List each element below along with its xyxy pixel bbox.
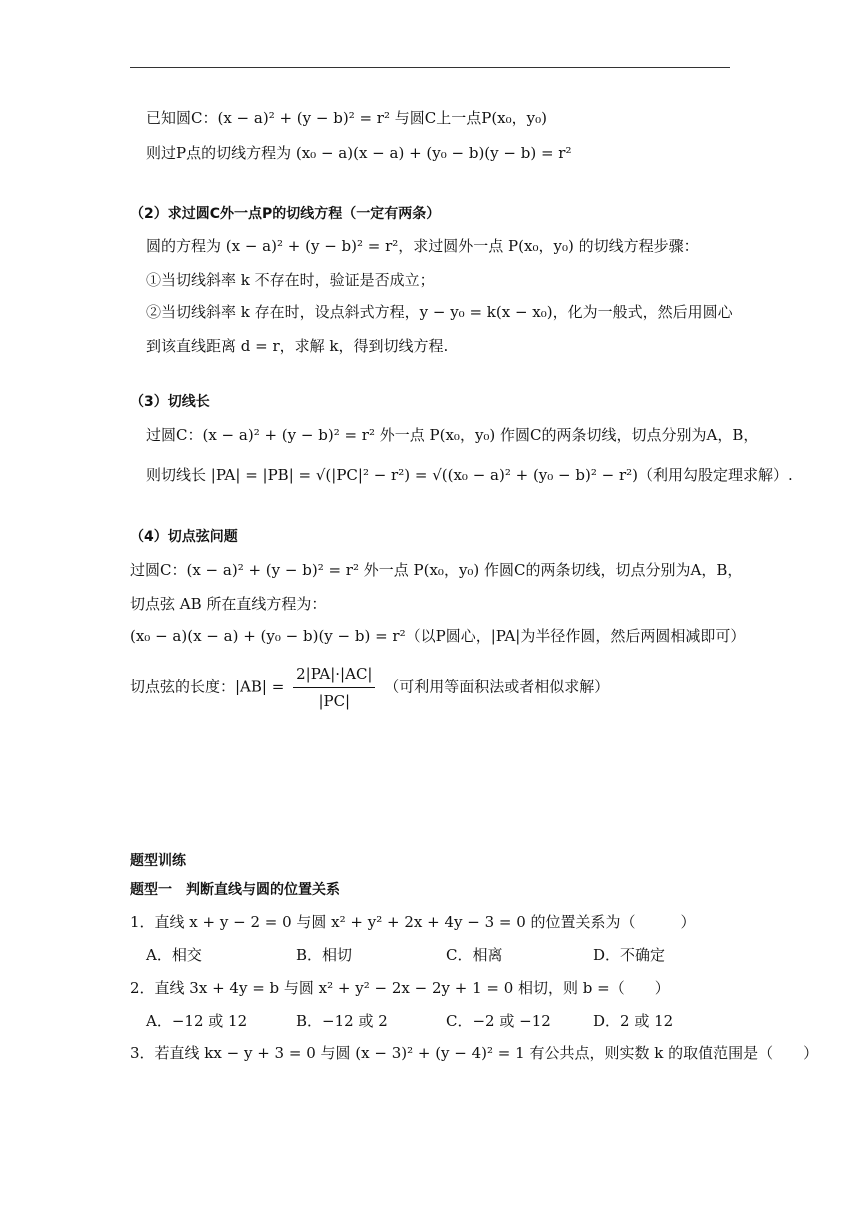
q1-option-c[interactable]: C．相离 [446,946,503,964]
q2-option-b[interactable]: B．−12 或 2 [296,1012,388,1030]
q1-option-b[interactable]: B．相切 [296,946,353,964]
q2-option-a[interactable]: A．−12 或 12 [146,1012,248,1030]
s3-heading: （3）切线长 [130,394,210,410]
chord-length-fraction [293,663,375,712]
training-subheading: 题型一 判断直线与圆的位置关系 [130,882,340,898]
question-2-stem: 2．直线 3x + 4y = b 与圆 x² + y² − 2x − 2y + 1 = 0 相切，则 b =（ ） [130,979,670,997]
q1-option-d[interactable]: D．不确定 [593,946,666,964]
s2-line2: ①当切线斜率 k 不存在时，验证是否成立； [146,271,435,289]
s2-line1: 圆的方程为 (x − a)² + (y − b)² = r²，求过圆外一点 P(x₀，y₀) 的切线方程步骤： [146,237,699,255]
s2-line4: 到该直线距离 d = r，求解 k，得到切线方程. [146,337,449,355]
q2-option-c[interactable]: C．−2 或 −12 [446,1012,551,1030]
training-heading: 题型训练 [130,853,186,869]
fraction-numerator: 2|PA|·|AC| [293,663,375,688]
s3-line1: 过圆C：(x − a)² + (y − b)² = r² 外一点 P(x₀，y₀) 作圆C的两条切线，切点分别为A，B， [146,426,759,444]
s4-line4 [130,663,609,712]
s4-chord-prefix: 切点弦的长度：|AB| = [130,677,285,696]
header-rule [130,67,730,68]
s4-chord-suffix: （可利用等面积法或者相似求解） [384,677,610,696]
s2-line3: ②当切线斜率 k 存在时，设点斜式方程，y − y₀ = k(x − x₀)，化为一般式，然后用圆心 [146,303,733,321]
s4-line2: 切点弦 AB 所在直线方程为： [130,595,327,613]
question-3-stem: 3．若直线 kx − y + 3 = 0 与圆 (x − 3)² + (y − 4)² = 1 有公共点，则实数 k 的取值范围是（ ） [130,1044,819,1062]
s2-heading: （2）求过圆C外一点P的切线方程（一定有两条） [130,206,441,222]
s1-line1: 已知圆C：(x − a)² + (y − b)² = r² 与圆C上一点P(x₀，y₀) [146,109,547,127]
s3-line2: 则切线长 |PA| = |PB| = √(|PC|² − r²) = √((x₀ − a)² + (y₀ − b)² − r²)（利用勾股定理求解）. [146,466,793,484]
s4-line3: (x₀ − a)(x − a) + (y₀ − b)(y − b) = r²（以P圆心，|PA|为半径作圆，然后两圆相减即可） [130,627,746,645]
s4-heading: （4）切点弦问题 [130,529,238,545]
q2-option-d[interactable]: D．2 或 12 [593,1012,674,1030]
question-1-stem: 1．直线 x + y − 2 = 0 与圆 x² + y² + 2x + 4y − 3 = 0 的位置关系为（ ） [130,913,696,931]
fraction-denominator: |PC| [318,692,351,710]
q1-option-a[interactable]: A．相交 [146,946,202,964]
s4-line1: 过圆C：(x − a)² + (y − b)² = r² 外一点 P(x₀，y₀) 作圆C的两条切线，切点分别为A，B， [130,561,743,579]
s1-line2: 则过P点的切线方程为 (x₀ − a)(x − a) + (y₀ − b)(y − b) = r² [146,144,572,162]
